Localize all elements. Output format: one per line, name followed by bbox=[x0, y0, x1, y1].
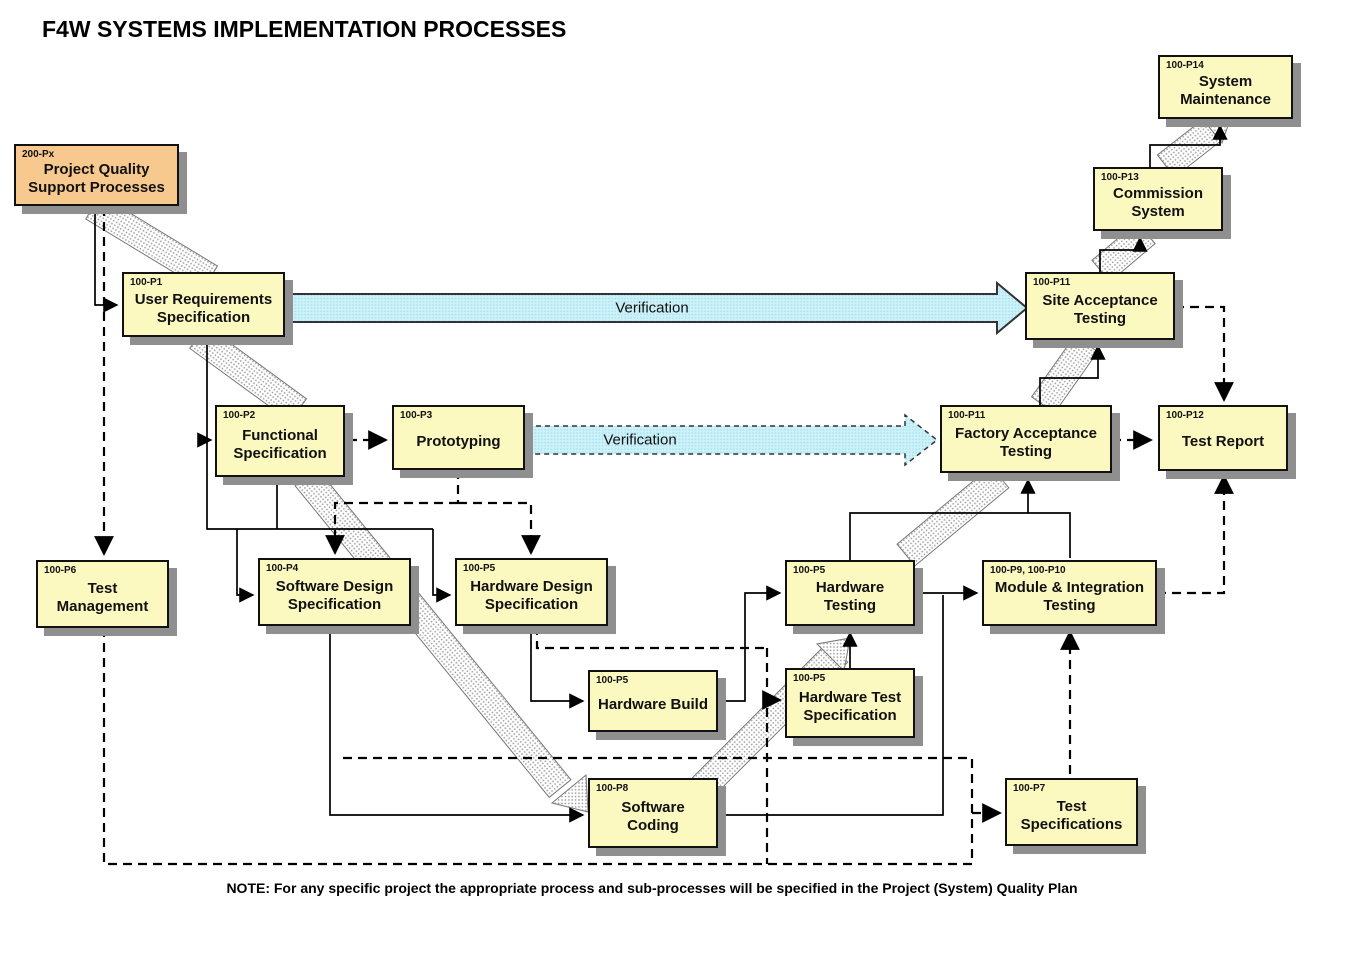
connector-design-to-build bbox=[531, 626, 583, 701]
process-box-test-specifications bbox=[1005, 778, 1138, 846]
process-label: Test Report bbox=[1181, 433, 1265, 450]
process-label: System Maintenance bbox=[1180, 73, 1271, 108]
process-box-prototyping bbox=[392, 405, 525, 470]
process-box-test-report bbox=[1158, 405, 1288, 471]
process-label: Site Acceptance Testing bbox=[1042, 292, 1158, 327]
process-label: Project Quality Support Processes bbox=[28, 161, 165, 196]
process-box-module-integration-testing bbox=[982, 560, 1157, 626]
process-label: Hardware Build bbox=[597, 696, 709, 713]
footer-note: NOTE: For any specific project the appropriate process and sub-processes will be specified in the Project (System) Quality Plan bbox=[226, 880, 1078, 896]
verification-label-middle: Verification bbox=[603, 431, 677, 449]
page-title: F4W SYSTEMS IMPLEMENTATION PROCESSES bbox=[42, 16, 567, 42]
process-label: Prototyping bbox=[416, 432, 501, 450]
verification-label-top: Verification bbox=[615, 299, 689, 317]
connector-hwdesign-dashed-rail bbox=[537, 626, 767, 648]
process-code: 100-P11 bbox=[948, 410, 986, 421]
verification-arrow-middle bbox=[500, 415, 937, 465]
process-box-hardware-test-spec bbox=[785, 668, 915, 738]
process-code: 100-P1 bbox=[130, 277, 163, 288]
process-box-hardware-build bbox=[588, 670, 718, 732]
connector-sat-to-testreport bbox=[1175, 307, 1224, 400]
process-box-system-maintenance bbox=[1158, 55, 1293, 119]
connector-to-software-design bbox=[237, 529, 253, 595]
process-label: Hardware Design Specification bbox=[470, 578, 593, 613]
flow-band-functional-to-coding bbox=[295, 468, 571, 797]
process-code: 100-P7 bbox=[1013, 783, 1046, 794]
process-code: 100-P12 bbox=[1166, 410, 1204, 421]
process-code: 100-P5 bbox=[793, 673, 826, 684]
process-label: Commission System bbox=[1112, 185, 1203, 220]
process-code: 100-P13 bbox=[1101, 172, 1139, 183]
connector-prototyping-to-hwdesign bbox=[458, 503, 531, 553]
flow-band-fat-to-sat bbox=[1032, 336, 1098, 413]
process-code: 100-P5 bbox=[463, 563, 496, 574]
process-code: 100-P5 bbox=[793, 565, 826, 576]
process-label: Test Management bbox=[56, 580, 149, 615]
process-box-software-coding bbox=[588, 778, 718, 848]
process-code: 100-P3 bbox=[400, 410, 433, 421]
process-code: 100-P4 bbox=[266, 563, 299, 574]
process-label: Hardware Test Specification bbox=[798, 689, 902, 724]
process-label: Factory Acceptance Testing bbox=[954, 425, 1097, 460]
process-box-factory-acceptance-testing bbox=[940, 405, 1112, 473]
process-box-test-management bbox=[36, 560, 169, 628]
process-label: Hardware Testing bbox=[815, 579, 885, 614]
process-box-user-requirements-spec bbox=[122, 272, 285, 337]
process-box-software-design-spec bbox=[258, 558, 411, 626]
process-box-hardware-testing bbox=[785, 560, 915, 626]
process-code: 100-P9, 100-P10 bbox=[990, 565, 1066, 576]
process-label: Software Coding bbox=[621, 799, 685, 834]
process-label: Software Design Specification bbox=[275, 578, 394, 613]
process-code: 100-P8 bbox=[596, 783, 629, 794]
process-code: 100-P14 bbox=[1166, 60, 1204, 71]
flow-band-testing-to-fat bbox=[897, 466, 1009, 565]
process-code: 100-P2 bbox=[223, 410, 256, 421]
process-box-project-quality-support bbox=[14, 144, 179, 206]
process-label: User Requirements Specification bbox=[134, 290, 273, 326]
process-code: 100-P6 bbox=[44, 565, 77, 576]
process-label: Test Specifications bbox=[1020, 798, 1123, 833]
process-label: Module & Integration Testing bbox=[994, 579, 1145, 614]
process-code: 100-P11 bbox=[1033, 277, 1071, 288]
connector-to-hardware-design bbox=[433, 529, 450, 595]
process-code: 200-Px bbox=[22, 149, 55, 160]
process-box-hardware-design-spec bbox=[455, 558, 608, 626]
process-box-commission-system bbox=[1093, 167, 1223, 231]
process-code: 100-P5 bbox=[596, 675, 629, 686]
process-box-functional-spec bbox=[215, 405, 345, 477]
process-label: Functional Specification bbox=[233, 427, 327, 462]
connector-module-to-testreport bbox=[1157, 476, 1224, 593]
process-box-site-acceptance-testing bbox=[1025, 272, 1175, 340]
